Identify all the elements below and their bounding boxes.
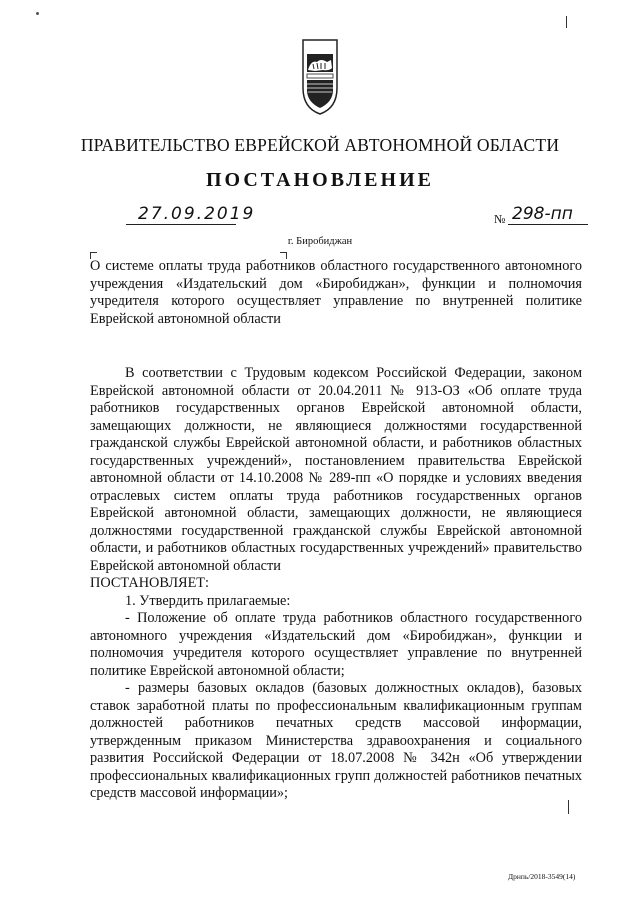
document-subject: О системе оплаты труда работников областного государственного автономного учреждения «Издательский дом «Биробиджан», функции и полномочия учредителя которого осуществляет управление по внутренней политике Еврейской автономной области <box>90 258 582 327</box>
document-body <box>90 365 582 803</box>
document-type-title: ПОСТАНОВЛЕНИЕ <box>206 169 434 191</box>
preamble-paragraph: В соответствии с Трудовым кодексом Российской Федерации, законом Еврейской автономной области от 20.04.2011 № 913-ОЗ «Об оплате труда работников государственных органов Еврейской автономной области, замещающих должности, не являющиеся должностями государственной гражданской службы Еврейской автономной области, и работников областных государственных учреждений», постановлением правительства Еврейской автономной области от 14.10.2008 № 289-пп «О порядке и условиях введения отраслевых систем оплаты труда работников государственных органов Еврейской автономной области, замещающих должности, не являющиеся должностями государственной гражданской службы Еврейской автономной области, и работников областных государственных учреждений» правительство Еврейской автономной области <box>90 365 582 574</box>
scan-mark-bottom <box>568 800 569 814</box>
bullet-regulation: - Положение об оплате труда работников областного государственного автономного учреждения «Издательский дом «Биробиджан», функции и полномочия учредителя которого осуществляет управление по внутренней политике Еврейской автономной области; <box>90 610 582 679</box>
bullet-salary-sizes: - размеры базовых окладов (базовых должностных окладов), базовых ставок заработной платы по профессиональным квалификационным группам должностей работников печатных средств массовой информации, утвержденным приказом Министерства здравоохранения и социального развития Российской Федерации от 18.07.2008 № 342н «Об утверждении профессиональных квалификационных групп должностей работников печатных средств массовой информации»; <box>90 680 582 801</box>
number-label: № <box>494 212 506 226</box>
scan-mark-top <box>566 16 567 28</box>
footer-code: Дрнпь/2018-3549(14) <box>508 872 576 881</box>
city-label: г. Биробиджан <box>287 236 353 247</box>
date-underline <box>126 224 236 225</box>
resolves-heading: ПОСТАНОВЛЯЕТ: <box>90 575 210 591</box>
document-number: 298-пп <box>512 204 573 224</box>
government-title: ПРАВИТЕЛЬСТВО ЕВРЕЙСКОЙ АВТОНОМНОЙ ОБЛАСТИ <box>80 135 560 155</box>
number-underline <box>508 224 588 225</box>
item-1: 1. Утвердить прилагаемые: <box>125 592 291 609</box>
coat-of-arms-emblem <box>301 38 339 116</box>
scan-dot <box>36 12 39 15</box>
document-date: 27.09.2019 <box>138 204 256 224</box>
